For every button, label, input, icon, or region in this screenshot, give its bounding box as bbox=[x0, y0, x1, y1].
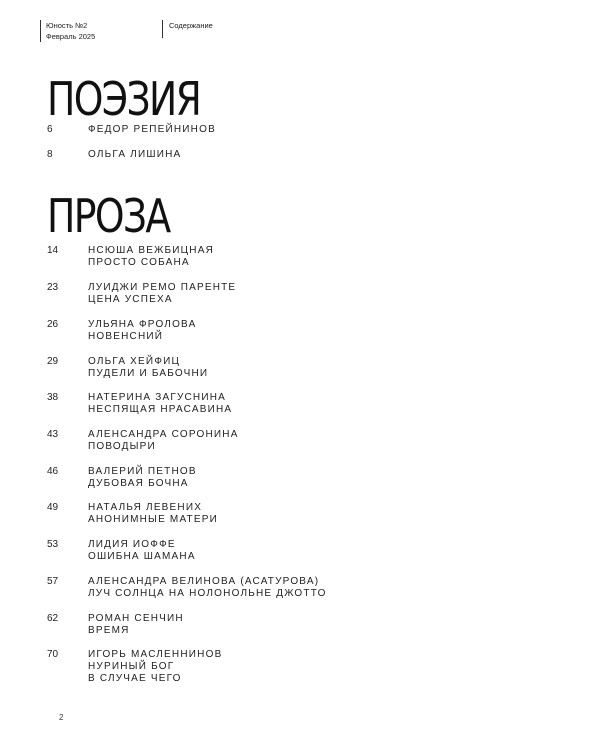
entry-author: НАТАЛЬЯ ЛЕВЕНИХ bbox=[88, 502, 203, 513]
entry-author: ВАЛЕРИЙ ПЕТНОВ bbox=[88, 466, 197, 477]
entry-author: УЛЬЯНА ФРОЛОВА bbox=[88, 319, 197, 330]
page-number: 8 bbox=[47, 149, 53, 160]
entry-author: НАТЕРИНА ЗАГУСНИНА bbox=[88, 392, 227, 403]
page-number: 70 bbox=[47, 649, 59, 660]
entry-title: НУРИНЫЙ БОГ bbox=[88, 661, 175, 672]
section-title-poetry: ПОЭЗИЯ bbox=[47, 72, 201, 126]
page-number: 6 bbox=[47, 124, 53, 135]
page-number: 23 bbox=[47, 282, 59, 293]
page-number: 43 bbox=[47, 429, 59, 440]
entry-author: АЛЕНСАНДРА ВЕЛИНОВА (АСАТУРОВА) bbox=[88, 576, 320, 587]
entry-title: В СЛУЧАЕ ЧЕГО bbox=[88, 673, 182, 684]
entry-author: ФЕДОР РЕПЕЙНИНОВ bbox=[88, 124, 216, 135]
page-number: 38 bbox=[47, 392, 59, 403]
magazine-name: Юность №2 bbox=[46, 21, 88, 30]
page-number: 57 bbox=[47, 576, 59, 587]
section-title-prose: ПРОЗА bbox=[47, 189, 170, 243]
page-number-footer: 2 bbox=[59, 713, 64, 722]
issue-date: Февраль 2025 bbox=[46, 32, 96, 41]
entry-title: ЛУЧ СОЛНЦА НА НОЛОНОЛЬНЕ ДЖОТТО bbox=[88, 588, 327, 599]
header-section bbox=[162, 20, 213, 38]
entry-author: РОМАН СЕНЧИН bbox=[88, 613, 184, 624]
header-magazine-info bbox=[40, 20, 95, 42]
entry-author: ЛИДИЯ ИОФФЕ bbox=[88, 539, 176, 550]
entry-title: ПОВОДЫРИ bbox=[88, 441, 156, 452]
entry-author: НСЮША ВЕЖБИЦНАЯ bbox=[88, 245, 214, 256]
page-number: 26 bbox=[47, 319, 59, 330]
entry-title: НОВЕНСНИЙ bbox=[88, 331, 164, 342]
entry-title: ДУБОВАЯ БОЧНА bbox=[88, 478, 189, 489]
entry-title: НЕСПЯЩАЯ НРАСАВИНА bbox=[88, 404, 233, 415]
entry-author: ОЛЬГА ХЕЙФИЦ bbox=[88, 356, 181, 367]
entry-author: АЛЕНСАНДРА СОРОНИНА bbox=[88, 429, 239, 440]
entry-title: ОШИБНА ШАМАНА bbox=[88, 551, 196, 562]
page-number: 46 bbox=[47, 466, 59, 477]
page-number: 49 bbox=[47, 502, 59, 513]
entry-title: ЦЕНА УСПЕХА bbox=[88, 294, 173, 305]
entry-title: ВРЕМЯ bbox=[88, 625, 130, 636]
entry-author: ЛУИДЖИ РЕМО ПАРЕНТЕ bbox=[88, 282, 237, 293]
entry-author: ОЛЬГА ЛИШИНА bbox=[88, 149, 182, 160]
entry-author: ИГОРЬ МАСЛЕННИНОВ bbox=[88, 649, 223, 660]
page-number: 62 bbox=[47, 613, 59, 624]
page-number: 29 bbox=[47, 356, 59, 367]
page-number: 53 bbox=[47, 539, 59, 550]
page-number: 14 bbox=[47, 245, 59, 256]
section-label: Содержание bbox=[169, 21, 213, 30]
entry-title: ПРОСТО СОБАНА bbox=[88, 257, 190, 268]
entry-title: АНОНИМНЫЕ МАТЕРИ bbox=[88, 514, 218, 525]
entry-title: ПУДЕЛИ И БАБОЧНИ bbox=[88, 368, 209, 379]
